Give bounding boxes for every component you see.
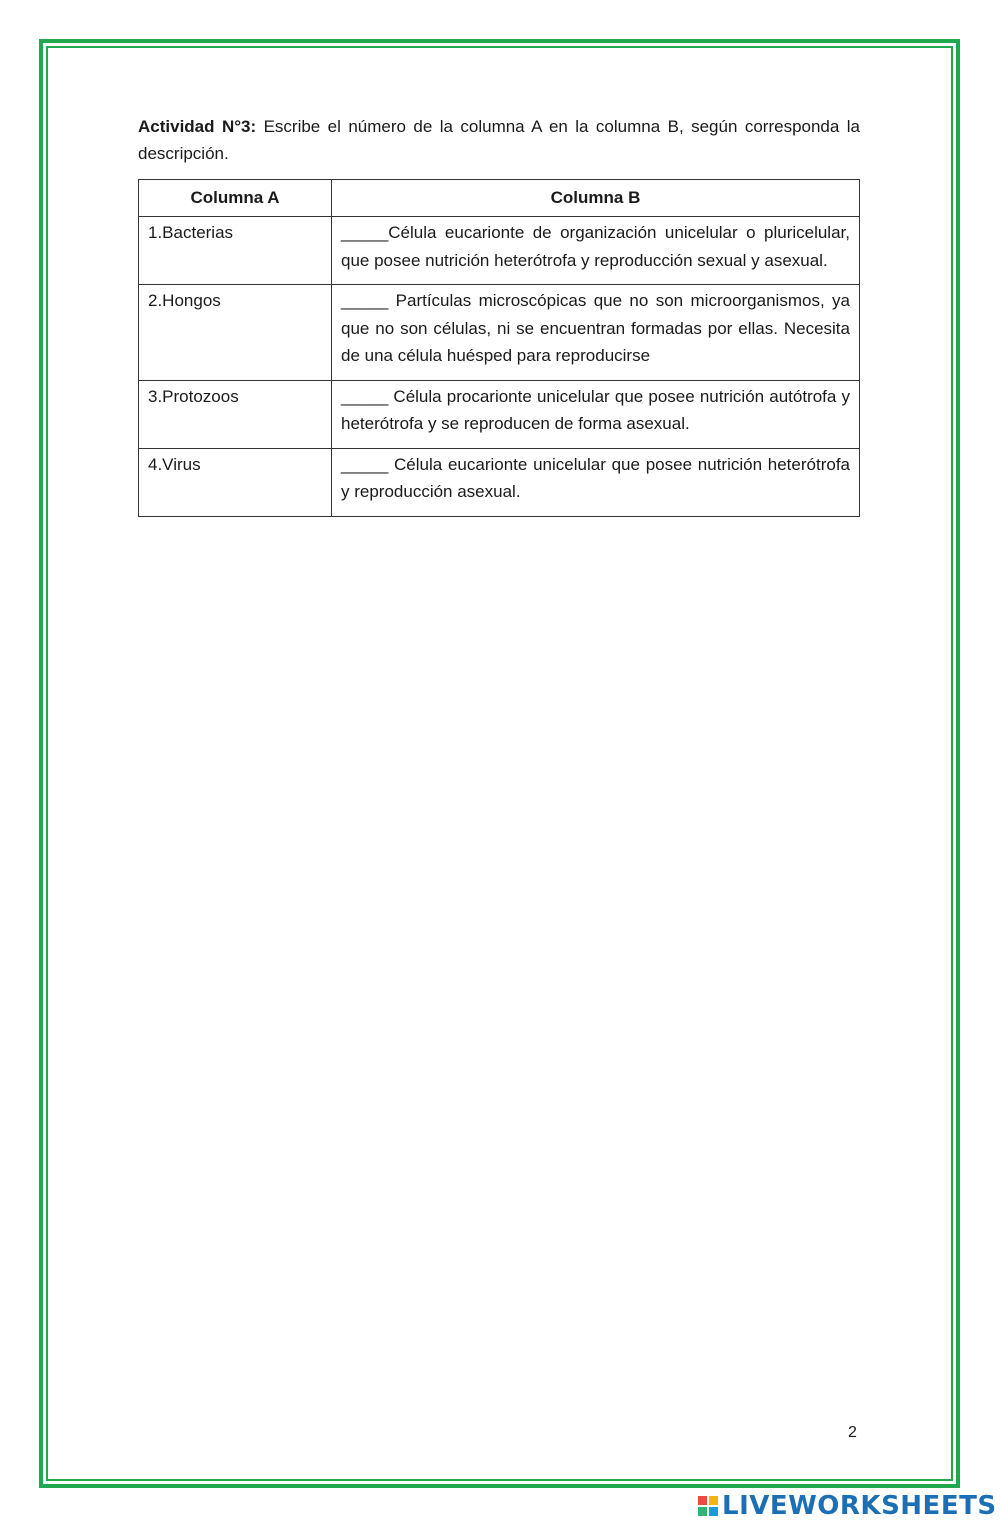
column-a-item: 2.Hongos xyxy=(139,285,332,381)
logo-square xyxy=(709,1507,718,1516)
column-b-header: Columna B xyxy=(332,180,860,217)
table-header-row xyxy=(139,180,860,217)
logo-square xyxy=(698,1507,707,1516)
column-a-item: 3.Protozoos xyxy=(139,380,332,448)
page-number: 2 xyxy=(848,1424,857,1441)
table-row xyxy=(139,448,860,516)
activity-instruction xyxy=(138,113,860,167)
logo-square xyxy=(709,1496,718,1505)
logo-square xyxy=(698,1496,707,1505)
matching-table xyxy=(138,179,860,517)
activity-label: Actividad N°3: xyxy=(138,117,257,136)
column-a-item: 4.Virus xyxy=(139,448,332,516)
liveworksheets-logo-icon xyxy=(698,1496,718,1516)
brand-name: LIVEWORKSHEETS xyxy=(722,1491,997,1521)
activity-text: Escribe el número de la columna A en la columna B, según corresponda la descripción. xyxy=(138,117,860,163)
column-b-description[interactable]: _____ Célula procarionte unicelular que posee nutrición autótrofa y heterótrofa y se reproducen de forma asexual. xyxy=(332,380,860,448)
column-b-description[interactable]: _____Célula eucarionte de organización unicelular o pluricelular, que posee nutrición heterótrofa y reproducción sexual y asexual. xyxy=(332,217,860,285)
column-b-description[interactable]: _____ Partículas microscópicas que no son microorganismos, ya que no son células, ni se encuentran formadas por ellas. Necesita de una célula huésped para reproducirse xyxy=(332,285,860,381)
column-b-description[interactable]: _____ Célula eucarionte unicelular que posee nutrición heterótrofa y reproducción asexual. xyxy=(332,448,860,516)
table-row xyxy=(139,380,860,448)
liveworksheets-brand[interactable] xyxy=(698,1489,997,1523)
column-a-header: Columna A xyxy=(139,180,332,217)
column-a-item: 1.Bacterias xyxy=(139,217,332,285)
table-row xyxy=(139,217,860,285)
table-row xyxy=(139,285,860,381)
